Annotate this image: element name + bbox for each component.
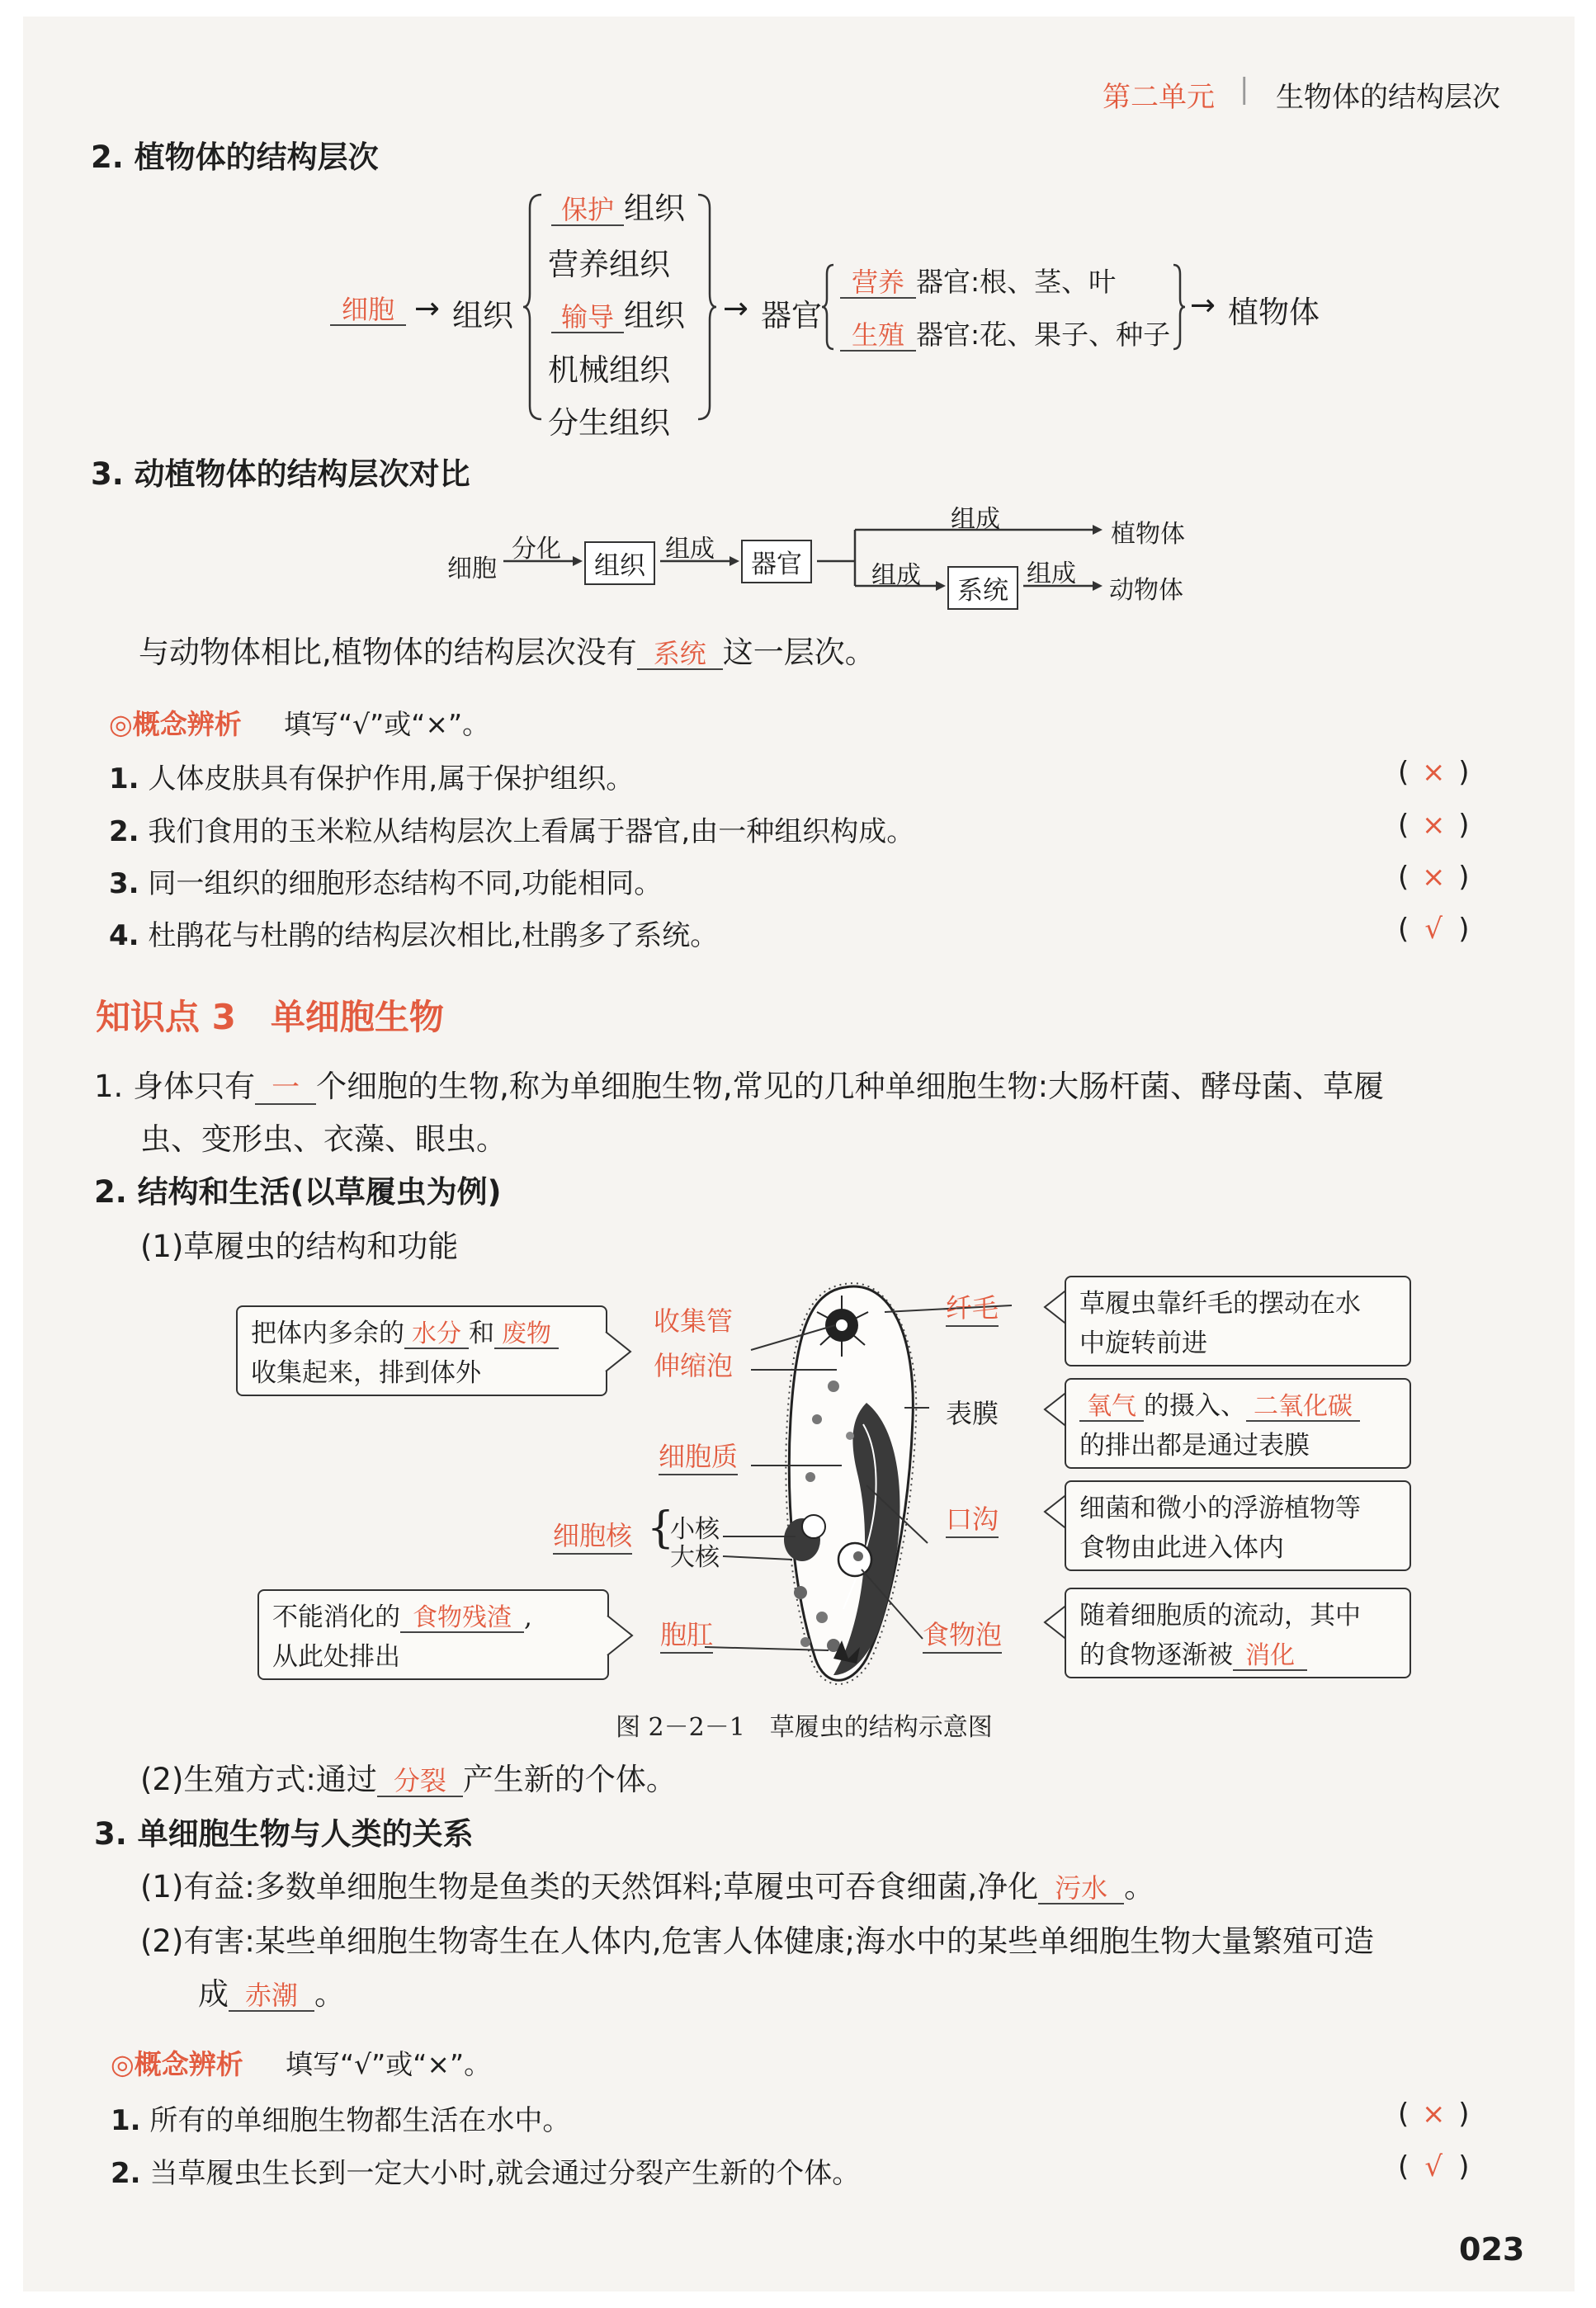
flow-compose3: 组成	[1027, 559, 1076, 588]
flow-organ-box: 器官	[741, 540, 812, 583]
concept2-item-1-open: (	[1398, 2098, 1409, 2131]
relation-p1-after: 。	[1124, 1869, 1155, 1904]
arrow-tissue-organ: →	[723, 290, 749, 326]
box-right-4-text2: 的食物逐渐被	[1079, 1640, 1233, 1671]
box-left-bottom-text2: 从此处排出	[272, 1642, 400, 1673]
cell-answer: 细胞	[330, 296, 406, 326]
concept2-item-1-bracket	[1398, 2098, 1470, 2131]
concept1-item-4-open: (	[1398, 913, 1409, 946]
paramecium-body	[784, 1283, 916, 1684]
tissue-4: 机械组织	[548, 352, 670, 388]
relation-p1	[140, 1862, 1155, 1906]
concept1-item-3-answer: ×	[1422, 861, 1446, 894]
label-small-nucleus: 小核	[670, 1515, 720, 1544]
relation-p2-after: 。	[314, 1976, 345, 2012]
section3-sentence-after: 这一层次。	[722, 635, 876, 670]
box-right-4-text1: 随着细胞质的流动，其中	[1079, 1601, 1361, 1631]
reproduction-before: (2)生殖方式:通过	[140, 1762, 377, 1797]
relation-p2-line1: (2)有害:某些单细胞生物寄生在人体内,危害人体健康;海水中的某些单细胞生物大量繁殖可造	[140, 1923, 1375, 1959]
box-left-top-text2: 收集起来，排到体外	[251, 1358, 481, 1389]
relation-p1-answer: 污水	[1038, 1875, 1124, 1904]
flow-animal: 动物体	[1109, 576, 1183, 605]
kp3-p1-answer: 一	[255, 1074, 316, 1105]
concept1-item-1-text: 人体皮肤具有保护作用,属于保护组织。	[148, 762, 635, 795]
relation-p2-before: 成	[198, 1976, 229, 2012]
figure-caption: 图 2－2－1 草履虫的结构示意图	[616, 1713, 993, 1742]
kp3-p2-sub1: (1)草履虫的结构和功能	[140, 1229, 459, 1264]
concept1-item-4-answer: √	[1424, 913, 1443, 946]
concept1-item-1-close: )	[1458, 756, 1470, 789]
flow-compose-top: 组成	[951, 505, 1000, 534]
flow-system-box: 系统	[947, 566, 1018, 610]
relation-p1-before: (1)有益:多数单细胞生物是鱼类的天然饵料;草履虫可吞食细菌,净化	[140, 1869, 1039, 1904]
concept2-item-1	[111, 2098, 570, 2138]
reproduction	[140, 1754, 677, 1799]
concept2-item-2-open: (	[1398, 2150, 1409, 2183]
tissue-2: 营养组织	[548, 247, 670, 282]
box-left-bottom-text1: 不能消化的	[272, 1602, 400, 1632]
concept2-title: ◎概念辨析	[111, 2048, 243, 2080]
label-cytoplasm: 细胞质	[659, 1436, 738, 1475]
concept2-item-2	[111, 2150, 860, 2191]
tissue-5: 分生组织	[548, 405, 670, 441]
concept1-item-3-num: 3.	[109, 867, 139, 900]
label-big-nucleus: 大核	[670, 1543, 720, 1572]
box-right-2-text2: 的排出都是通过表膜	[1079, 1431, 1310, 1461]
concept1-item-4-text: 杜鹃花与杜鹃的结构层次相比,杜鹃多了系统。	[148, 919, 719, 952]
label-nucleus: 细胞核	[553, 1515, 632, 1555]
box-right-2-answer2: 二氧化碳	[1246, 1394, 1360, 1422]
box-right-2-mid: 的摄入、	[1144, 1391, 1246, 1421]
figure-box-right-1	[1065, 1276, 1411, 1366]
kp3-p2-heading: 2. 结构和生活(以草履虫为例)	[94, 1174, 502, 1210]
label-vacuole: 伸缩泡	[654, 1350, 734, 1381]
concept2-item-1-num: 1.	[111, 2104, 141, 2137]
concept2-instruction: 填写“√”或“×”。	[286, 2048, 492, 2080]
section2-heading: 2. 植物体的结构层次	[91, 139, 379, 175]
box-right-3-text2: 食物由此进入体内	[1079, 1533, 1284, 1564]
tissue-3-answer: 输导	[551, 304, 624, 333]
concept1-item-3-text: 同一组织的细胞形态结构不同,功能相同。	[148, 867, 663, 900]
kp3-p1-before: 1. 身体只有	[94, 1069, 256, 1104]
concept2-item-2-text: 当草履虫生长到一定大小时,就会通过分裂产生新的个体。	[149, 2157, 861, 2190]
concept2-item-2-close: )	[1458, 2150, 1470, 2183]
organ-1-suffix: 器官:根、茎、叶	[916, 266, 1117, 298]
organ-2-answer: 生殖	[840, 322, 916, 352]
label-collect: 收集管	[654, 1305, 734, 1337]
box-left-bottom-after: ,	[524, 1602, 532, 1632]
concept1-item-3-close: )	[1458, 861, 1470, 894]
box-right-1-text1: 草履虫靠纤毛的摆动在水	[1079, 1289, 1361, 1319]
figure-box-left-bottom	[257, 1589, 609, 1680]
label-cilia: 纤毛	[946, 1287, 999, 1327]
figure-box-right-4	[1065, 1588, 1411, 1678]
concept1-item-1-answer: ×	[1422, 756, 1446, 789]
section3-sentence-answer: 系统	[637, 640, 723, 670]
section3-sentence-before: 与动物体相比,植物体的结构层次没有	[139, 635, 637, 670]
label-food-vacuole: 食物泡	[923, 1614, 1002, 1654]
header-divider: |	[1239, 73, 1249, 106]
concept1-item-4-close: )	[1458, 913, 1470, 946]
plant-label: 植物体	[1228, 295, 1320, 330]
concept1-item-2-text: 我们食用的玉米粒从结构层次上看属于器官,由一种组织构成。	[148, 815, 915, 848]
header-unit: 第二单元	[1103, 81, 1215, 114]
header-title: 生物体的结构层次	[1276, 81, 1500, 114]
flow-cell: 细胞	[447, 555, 497, 583]
box-left-bottom-pointer	[607, 1612, 640, 1662]
concept1-item-1-num: 1.	[109, 762, 139, 795]
concept1-item-4-num: 4.	[109, 919, 139, 952]
reproduction-after: 产生新的个体。	[462, 1762, 677, 1797]
box-right-2-answer1: 氧气	[1079, 1394, 1144, 1422]
concept1-item-2-close: )	[1458, 809, 1470, 842]
relation-p2-line2	[198, 1969, 345, 2013]
figure-box-right-3	[1065, 1480, 1411, 1571]
tissue-1-suffix: 组织	[624, 191, 685, 226]
concept2-item-2-answer: √	[1424, 2150, 1443, 2183]
nucleus-brace: {	[647, 1503, 675, 1553]
concept1-item-1-open: (	[1398, 756, 1409, 789]
arrow-cell-tissue: →	[414, 290, 441, 326]
organ-1-answer: 营养	[840, 269, 916, 299]
relation-heading: 3. 单细胞生物与人类的关系	[94, 1816, 474, 1852]
box-left-top-pointer	[606, 1329, 639, 1378]
concept1-item-2-answer: ×	[1422, 809, 1446, 842]
flow-compose1: 组成	[665, 535, 715, 564]
kp3-title: 知识点 3 单细胞生物	[96, 997, 444, 1037]
kp3-p1-after: 个细胞的生物,称为单细胞生物,常见的几种单细胞生物:大肠杆菌、酵母菌、草履	[316, 1069, 1385, 1104]
box-right-3-text1: 细菌和微小的浮游植物等	[1079, 1494, 1361, 1523]
box-left-top-answer1: 水分	[404, 1321, 469, 1349]
concept2-item-2-bracket	[1398, 2150, 1470, 2183]
tissue-3-suffix: 组织	[624, 298, 685, 333]
concept2-item-1-answer: ×	[1422, 2098, 1446, 2131]
box-right-4-answer: 消化	[1233, 1643, 1307, 1671]
flow-compose2: 组成	[871, 561, 921, 590]
concept1-item-3-open: (	[1398, 861, 1409, 894]
concept1-title: ◎概念辨析	[109, 708, 242, 740]
flow-tissue-box: 组织	[584, 541, 655, 585]
figure-box-left-top	[236, 1305, 607, 1396]
tissue-1-answer: 保护	[551, 196, 624, 226]
concept1-instruction: 填写“√”或“×”。	[284, 708, 490, 740]
flow-plant: 植物体	[1111, 520, 1185, 549]
relation-p2-answer: 赤潮	[229, 1982, 314, 2012]
figure-box-right-2	[1065, 1378, 1411, 1469]
reproduction-answer: 分裂	[377, 1768, 463, 1797]
label-anus: 胞肛	[660, 1614, 713, 1654]
concept2-item-1-close: )	[1458, 2098, 1470, 2131]
box-right-1-text2: 中旋转前进	[1079, 1329, 1207, 1359]
organ-2-suffix: 器官:花、果子、种子	[916, 319, 1171, 351]
flow-differentiation: 分化	[512, 535, 561, 564]
page-number: 023	[1459, 2231, 1525, 2268]
section3-heading: 3. 动植物体的结构层次对比	[91, 456, 470, 492]
tissue-label: 组织	[452, 298, 513, 333]
box-left-top-mid: 和	[469, 1319, 494, 1348]
box-left-bottom-answer: 食物残渣	[400, 1605, 524, 1633]
concept2-item-1-text: 所有的单细胞生物都生活在水中。	[149, 2104, 571, 2137]
kp3-p1-line2: 虫、变形虫、衣藻、眼虫。	[140, 1121, 507, 1157]
arrow-organ-plant: →	[1190, 287, 1216, 323]
box-left-top-text1: 把体内多余的	[251, 1319, 404, 1348]
label-membrane: 表膜	[946, 1398, 999, 1429]
label-groove: 口沟	[946, 1499, 999, 1538]
concept1-item-2-num: 2.	[109, 815, 139, 848]
box-left-top-answer2: 废物	[494, 1321, 559, 1349]
concept2-item-2-num: 2.	[111, 2157, 141, 2190]
organ-label: 器官	[761, 298, 822, 333]
concept1-item-2-open: (	[1398, 809, 1409, 842]
